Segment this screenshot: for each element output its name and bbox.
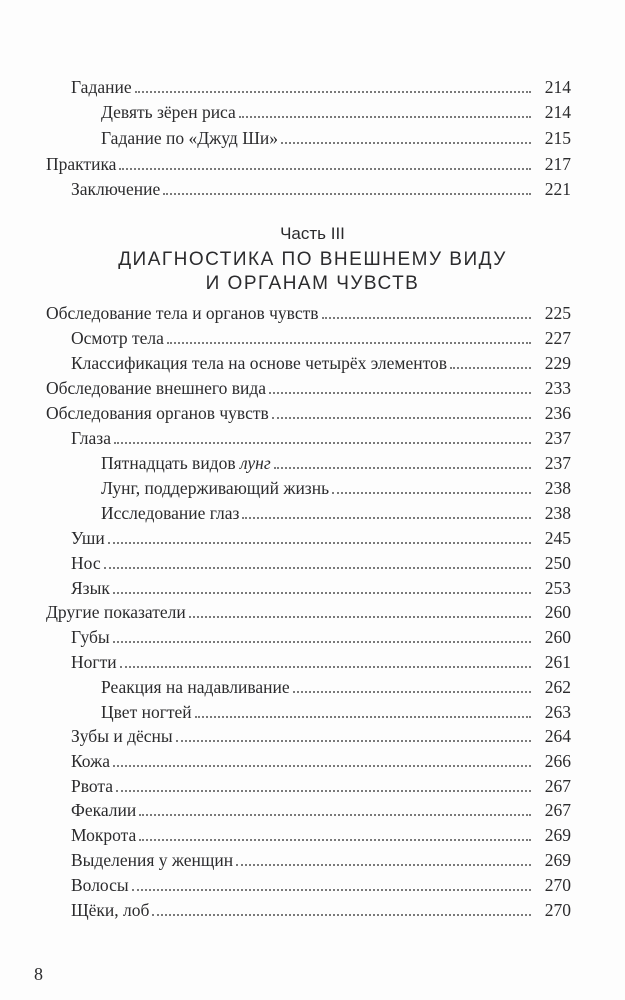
toc-entry-page: 236 [544,403,571,423]
toc-entry [71,648,571,674]
toc-entry-title: Губы [71,627,110,647]
dot-leader [332,474,531,494]
toc-entry-page: 270 [544,875,571,895]
toc-entry [71,574,571,600]
dot-leader [108,524,531,544]
toc-entry-page: 221 [544,179,571,199]
dot-leader [119,150,531,170]
dot-leader [163,175,531,195]
toc-entry-page: 262 [544,677,571,697]
toc-entry-title: Обследования органов чувств [46,403,269,423]
toc-entry-page: 214 [544,102,571,122]
toc-entry-title: Девять зёрен риса [101,102,236,122]
page-number: 8 [34,964,43,984]
dot-leader [189,598,531,618]
dot-leader [113,574,531,594]
toc-entry [46,399,571,425]
dot-leader [195,698,531,718]
toc-entry-title: Цвет ногтей [101,702,192,722]
part-label: Часть III [280,224,345,243]
toc-entry-title-text: Пятнадцать видов [101,453,240,473]
toc-entry [101,474,571,500]
toc-entry-page: 214 [544,77,571,97]
dot-leader [132,871,531,891]
toc-entry-title: Реакция на надавливание [101,677,290,697]
toc-entry [71,549,571,575]
dot-leader [293,673,531,693]
dot-leader [104,549,531,569]
dot-leader [272,399,531,419]
toc-entry-title: Зубы и дёсны [71,726,173,746]
toc-entry-page: 237 [544,453,571,473]
toc-entry [71,821,571,847]
toc-entry-title: Ногти [71,652,117,672]
toc-entry-title: Выделения у женщин [71,850,234,870]
toc-entry-page: 266 [544,751,571,771]
dot-leader [116,772,531,792]
toc-entry-title: Гадание по «Джуд Ши» [101,128,278,148]
toc-entry-page: 261 [544,652,571,672]
toc-entry [71,796,571,822]
toc-entry-title: Другие показатели [46,602,186,622]
dot-leader [135,73,531,93]
toc-entry-page: 233 [544,378,571,398]
part-title-line-2: И ОРГАНАМ ЧУВСТВ [205,273,420,294]
toc-entry-page: 269 [544,850,571,870]
dot-leader [176,722,531,742]
toc-entry-page: 227 [544,328,571,348]
dot-leader [274,449,531,469]
toc-entry-page: 267 [544,776,571,796]
dot-leader [120,648,531,668]
toc-entry-page: 263 [544,702,571,722]
toc-entry-title: Классификация тела на основе четырёх элементов [71,353,448,373]
toc-entry-title: Щёки, лоб [71,900,150,920]
toc-entry-page: 269 [544,825,571,845]
toc-entry-page: 264 [544,726,571,746]
toc-entry [71,747,571,773]
toc-entry-title: Волосы [71,875,129,895]
toc-entry-page: 217 [544,154,571,174]
toc-entry [71,524,571,550]
toc-entry [71,424,571,450]
dot-leader [322,299,531,319]
toc-entry-title: Рвота [71,776,114,796]
toc-entry-page: 245 [544,528,571,548]
toc-entry-title: Уши [71,528,105,548]
toc-entry-page: 225 [544,303,571,323]
dot-leader [239,98,531,118]
toc-entry [71,871,571,897]
toc-entry-title: Практика [46,154,117,174]
toc-entry-title: Фекалии [71,800,137,820]
toc-entry-title: Обследование тела и органов чувств [46,303,319,323]
toc-entry [101,499,571,525]
dot-leader [139,821,531,841]
toc-entry-page: 238 [544,478,571,498]
toc-entry-title: Гадание [71,77,132,97]
dot-leader [113,623,531,643]
dot-leader [236,846,531,866]
toc-entry [71,896,571,922]
dot-leader [167,324,531,344]
part-title-line-1: ДИАГНОСТИКА ПО ВНЕШНЕМУ ВИДУ [118,249,507,270]
toc-entry [71,73,571,99]
toc-entry-title: Мокрота [71,825,137,845]
dot-leader [139,796,531,816]
toc-entry [71,324,571,350]
toc-entry-page: 238 [544,503,571,523]
toc-entry-page: 260 [544,602,571,622]
dot-leader [113,747,531,767]
toc-entry-title: Обследование внешнего вида [46,378,267,398]
toc-entry-page: 260 [544,627,571,647]
toc-entry-page: 215 [544,128,571,148]
toc-entry [71,349,571,375]
toc-entry-title: Язык [71,578,110,598]
toc-entry-title: Нос [71,553,101,573]
dot-leader [242,499,531,519]
dot-leader [152,896,531,916]
toc-entry-title: Кожа [71,751,110,771]
toc-entry [101,449,571,475]
toc-entry [46,374,571,400]
toc-entry [71,722,571,748]
toc-entry-title: Исследование глаз [101,503,240,523]
toc-entry-page: 237 [544,428,571,448]
dot-leader [269,374,531,394]
toc-entry [46,598,571,624]
toc-entry [46,299,571,325]
toc-entry-title [101,450,274,476]
toc-entry-page: 253 [544,578,571,598]
toc-entry-title: Заключение [71,179,161,199]
toc-entry-title-italic: лунг [239,453,271,473]
dot-leader [114,424,531,444]
dot-leader [281,124,531,144]
toc-entry [71,623,571,649]
toc-entry-page: 270 [544,900,571,920]
toc-entry [71,846,571,872]
toc-entry-page: 250 [544,553,571,573]
toc-entry [71,772,571,798]
toc-entry-page: 229 [544,353,571,373]
toc-entry [101,673,571,699]
toc-entry-title: Глаза [71,428,111,448]
toc-entry [101,124,571,150]
toc-entry [101,698,571,724]
toc-entry-title: Лунг, поддерживающий жизнь [101,478,330,498]
toc-entry-title: Осмотр тела [71,328,164,348]
toc-entry [46,150,571,176]
dot-leader [450,349,531,369]
toc-entry [71,175,571,201]
toc-entry-page: 267 [544,800,571,820]
toc-entry [101,98,571,124]
